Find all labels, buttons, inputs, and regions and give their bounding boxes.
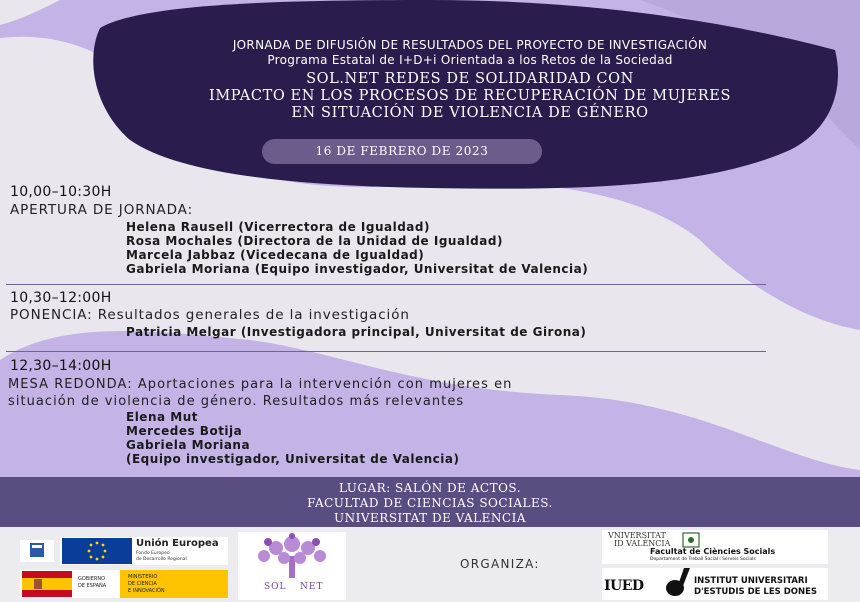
- eu-logo: [60, 537, 228, 565]
- uv-line-2: ID VALÈNCIA: [614, 539, 671, 548]
- iued-line-2: D'ESTUDIS DE LES DONES: [694, 587, 818, 597]
- session-3-speaker-2: Mercedes Botija: [126, 424, 243, 438]
- solnet-text-right: NET: [300, 582, 324, 592]
- eu-title: Unión Europea: [136, 538, 219, 549]
- eu-sub-2: de Desarrollo Regional: [136, 557, 187, 562]
- session-3-time: 12,30–14:00H: [10, 358, 112, 374]
- header-line-2: Programa Estatal de I+D+i Orientada a los Retos de la Sociedad: [267, 53, 673, 67]
- session-1-speaker-4: Gabriela Moriana (Equipo investigador, Universitat de Valencia): [126, 262, 589, 276]
- uv-line-1: VNIVERSITAT: [608, 531, 666, 540]
- divider-2: [6, 351, 766, 352]
- session-3-speaker-3: Gabriela Moriana: [126, 438, 251, 452]
- venue-line-3: UNIVERSITAT DE VALENCIA: [334, 511, 526, 525]
- title-line-2: IMPACTO EN LOS PROCESOS DE RECUPERACIÓN DE MUJERES: [209, 88, 731, 104]
- session-2-speaker-1: Patricia Melgar (Investigadora principal, Universitat de Girona): [126, 325, 587, 339]
- gov-line-2: DE ESPAÑA: [78, 583, 107, 589]
- solnet-logo: [238, 532, 346, 600]
- divider-1: [6, 284, 766, 285]
- eu-flag-icon: [62, 538, 132, 564]
- faculty-name: Facultat de Ciències Socials: [650, 547, 776, 556]
- session-3-title-line-1: MESA REDONDA: Aportaciones para la intervención con mujeres en: [8, 377, 513, 392]
- uv-faculty-logo: [602, 530, 828, 564]
- ministry-line-2: DE CIENCIA: [128, 581, 157, 587]
- emblem-icon: [20, 540, 54, 562]
- gov-line-1: GOBIERNO: [78, 576, 106, 582]
- iued-abbreviation: IUED: [604, 578, 644, 594]
- event-date-badge: 16 DE FEBRERO DE 2023: [262, 139, 542, 164]
- iued-line-1: INSTITUT UNIVERSITARI: [694, 576, 808, 586]
- eu-sub-1: Fondo Europeo: [136, 551, 170, 556]
- session-3-title-line-2: situación de violencia de género. Resultados más relevantes: [8, 394, 465, 409]
- spain-flag-icon: [22, 571, 72, 597]
- session-1-speaker-3: Marcela Jabbaz (Vicedecana de Igualdad): [126, 248, 425, 262]
- session-1-title: APERTURA DE JORNADA:: [10, 202, 194, 218]
- session-2-time: 10,30–12:00H: [10, 290, 112, 306]
- header-line-1: JORNADA DE DIFUSIÓN DE RESULTADOS DEL PROYECTO DE INVESTIGACIÓN: [232, 38, 708, 52]
- session-3-speaker-1: Elena Mut: [126, 410, 198, 424]
- spain-government-logo: [20, 570, 228, 598]
- agency-emblem-logo: [20, 540, 54, 562]
- venue-line-1: LUGAR: SALÓN DE ACTOS.: [338, 481, 522, 495]
- title-line-3: EN SITUACIÓN DE VIOLENCIA DE GÉNERO: [291, 105, 649, 121]
- title-line-1: SOL.NET REDES DE SOLIDARIDAD CON: [306, 71, 634, 87]
- session-1-speaker-1: Helena Rausell (Vicerrectora de Igualdad): [126, 220, 430, 234]
- venue-line-2: FACULTAD DE CIENCIAS SOCIALES.: [307, 496, 553, 510]
- department-name: Departament de Treball Social i Serveis Socials: [650, 557, 756, 562]
- iued-logo: [602, 568, 828, 600]
- session-3-affiliation: (Equipo investigador, Universitat de Valencia): [126, 452, 460, 466]
- tree-of-hands-icon: [238, 532, 346, 584]
- organizer-label: ORGANIZA:: [460, 557, 540, 571]
- session-2-title: PONENCIA: Resultados generales de la investigación: [10, 307, 410, 323]
- ministry-line-3: E INNOVACIÓN: [128, 588, 165, 594]
- solnet-text-left: SOL: [264, 582, 287, 592]
- session-1-speaker-2: Rosa Mochales (Directora de la Unidad de Igualdad): [126, 234, 503, 248]
- ministry-line-1: MINISTERIO: [128, 574, 158, 580]
- uv-emblem-icon: [682, 532, 700, 548]
- session-1-time: 10,00–10:30H: [10, 184, 112, 200]
- iued-d-mark-icon: [664, 568, 692, 598]
